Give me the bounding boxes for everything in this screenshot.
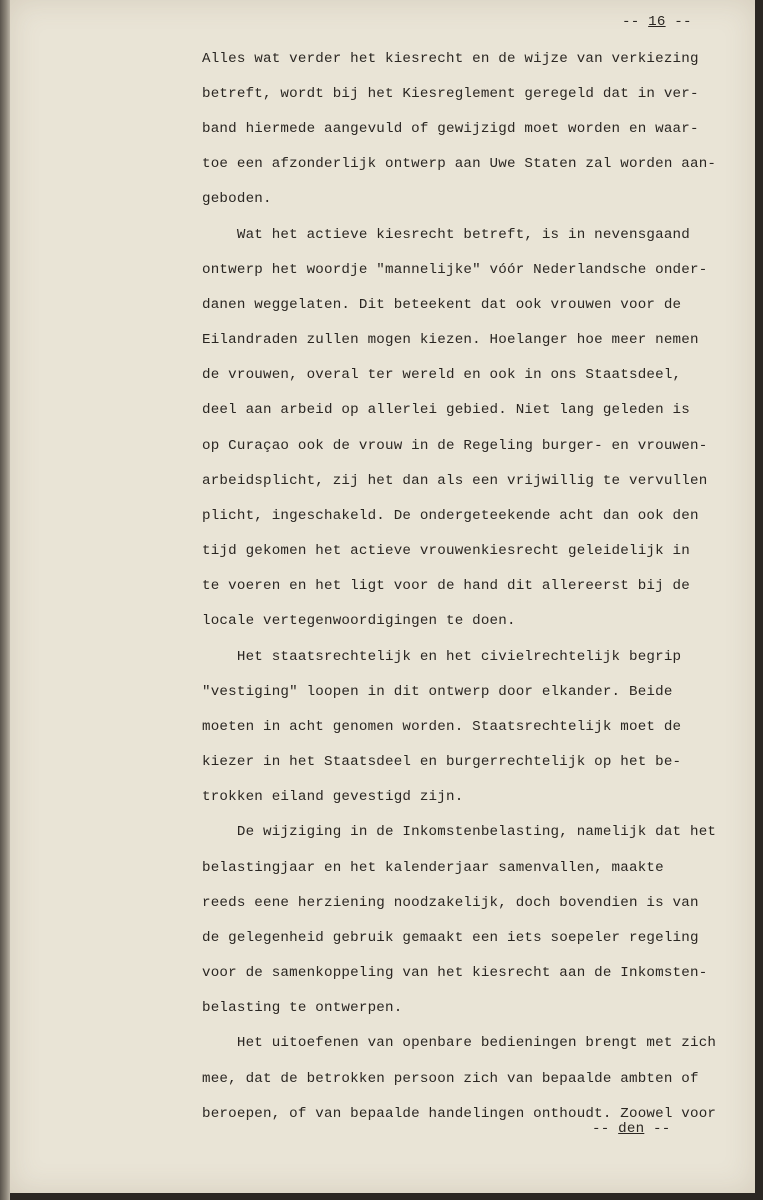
text-line: plicht, ingeschakeld. De ondergeteekende acht dan ook den: [202, 508, 699, 524]
text-line: toe een afzonderlijk ontwerp aan Uwe Staten zal worden aan-: [202, 156, 717, 172]
text-line: beroepen, of van bepaalde handelingen onthoudt. Zoowel voor: [202, 1106, 717, 1122]
text-line: belastingjaar en het kalenderjaar samenvallen, maakte: [202, 860, 664, 876]
text-line: voor de samenkoppeling van het kiesrecht aan de Inkomsten-: [202, 965, 708, 981]
text-line: Eilandraden zullen mogen kiezen. Hoelanger hoe meer nemen: [202, 332, 699, 348]
text-line: mee, dat de betrokken persoon zich van bepaalde ambten of: [202, 1071, 699, 1087]
text-line: arbeidsplicht, zij het dan als een vrijwillig te vervullen: [202, 473, 708, 489]
page-number: -- 16 --: [622, 14, 692, 30]
text-line: De wijziging in de Inkomstenbelasting, namelijk dat het: [202, 824, 717, 840]
text-line: danen weggelaten. Dit beteekent dat ook vrouwen voor de: [202, 297, 682, 313]
text-line: Alles wat verder het kiesrecht en de wijze van verkiezing: [202, 51, 699, 67]
text-line: de gelegenheid gebruik gemaakt een iets soepeler regeling: [202, 930, 699, 946]
text-line: ontwerp het woordje "mannelijke" vóór Nederlandsche onder-: [202, 262, 708, 278]
text-line: trokken eiland gevestigd zijn.: [202, 789, 464, 805]
scan-border-right: [755, 0, 763, 1200]
typed-page: [10, 0, 755, 1193]
text-line: tijd gekomen het actieve vrouwenkiesrecht geleidelijk in: [202, 543, 690, 559]
binding-edge: [0, 0, 10, 1200]
catchword: -- den --: [592, 1121, 671, 1137]
text-line: band hiermede aangevuld of gewijzigd moet worden en waar-: [202, 121, 699, 137]
text-line: belasting te ontwerpen.: [202, 1000, 403, 1016]
scan-border-bottom: [10, 1193, 763, 1200]
text-line: deel aan arbeid op allerlei gebied. Niet lang geleden is: [202, 402, 690, 418]
text-line: op Curaçao ook de vrouw in de Regeling burger- en vrouwen-: [202, 438, 708, 454]
text-line: kiezer in het Staatsdeel en burgerrechtelijk op het be-: [202, 754, 682, 770]
text-line: Het staatsrechtelijk en het civielrechtelijk begrip: [202, 649, 682, 665]
text-line: locale vertegenwoordigingen te doen.: [202, 613, 516, 629]
text-line: "vestiging" loopen in dit ontwerp door elkander. Beide: [202, 684, 673, 700]
text-line: reeds eene herziening noodzakelijk, doch bovendien is van: [202, 895, 699, 911]
text-line: de vrouwen, overal ter wereld en ook in ons Staatsdeel,: [202, 367, 682, 383]
text-line: Wat het actieve kiesrecht betreft, is in nevensgaand: [202, 227, 690, 243]
text-line: Het uitoefenen van openbare bedieningen brengt met zich: [202, 1035, 717, 1051]
text-line: te voeren en het ligt voor de hand dit allereerst bij de: [202, 578, 690, 594]
text-line: betreft, wordt bij het Kiesreglement geregeld dat in ver-: [202, 86, 699, 102]
text-line: geboden.: [202, 191, 272, 207]
text-line: moeten in acht genomen worden. Staatsrechtelijk moet de: [202, 719, 682, 735]
